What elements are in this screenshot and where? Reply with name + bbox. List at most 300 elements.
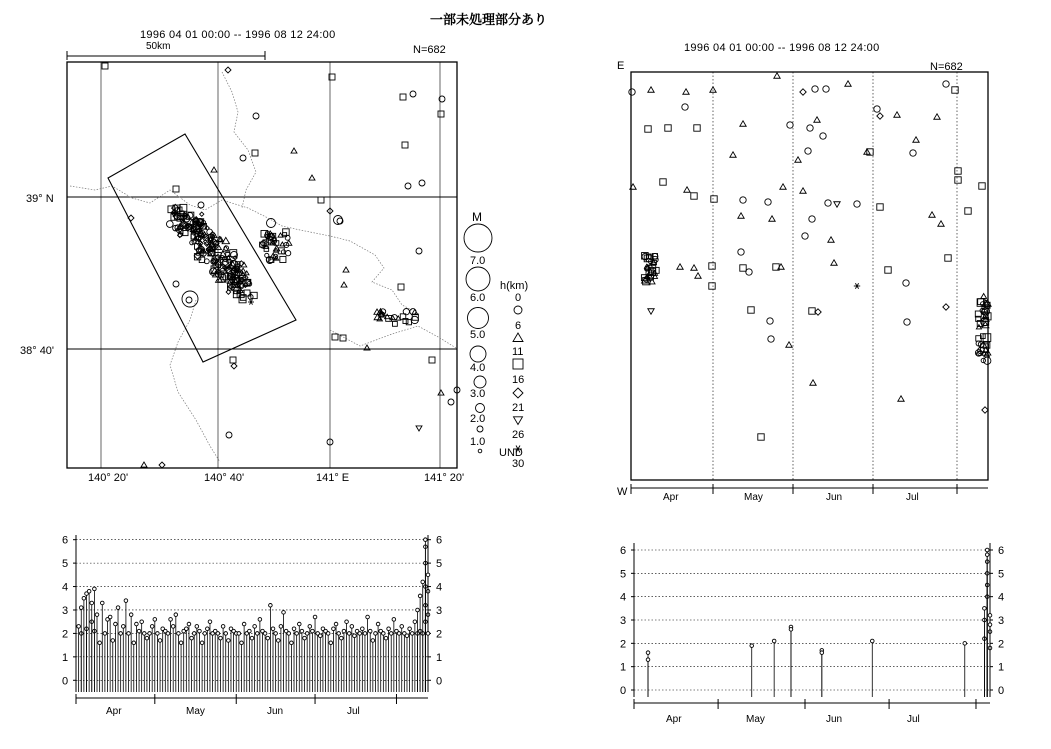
magnitude-point (266, 636, 270, 640)
mt-chart-2 (620, 543, 1004, 709)
magnitude-point (410, 632, 414, 636)
diamond-marker (815, 309, 821, 315)
y-tick-label-right: 2 (436, 628, 443, 641)
mt2-month-jul: Jul (907, 714, 920, 725)
square-marker (280, 256, 286, 262)
y-tick-label-left: 1 (62, 651, 69, 664)
circle-marker (253, 113, 259, 119)
magnitude-point (135, 622, 139, 626)
diamond-marker (200, 212, 204, 216)
magnitude-point (308, 625, 312, 629)
y-tick-label-right: 4 (998, 591, 1005, 604)
magnitude-point (413, 620, 417, 624)
magnitude-point (119, 632, 123, 636)
circle-marker (419, 180, 425, 186)
legend-depth-26: 26 (512, 429, 525, 441)
magnitude-point (326, 632, 330, 636)
magnitude-point (646, 651, 650, 655)
circle-marker (682, 104, 688, 110)
magnitude-point (426, 632, 430, 636)
magnitude-point (192, 632, 196, 636)
square-marker (691, 193, 697, 199)
magnitude-point (169, 618, 173, 622)
lon-label-14040: 140° 40' (204, 472, 245, 484)
magnitude-point (103, 632, 107, 636)
magnitude-point (237, 632, 241, 636)
magnitude-point (295, 632, 299, 636)
square-marker (965, 208, 971, 214)
section-count: N=682 (930, 61, 963, 73)
triangle-marker (894, 112, 900, 117)
y-tick-label-right: 2 (998, 638, 1005, 651)
processing-note: 一部未処理部分あり (430, 12, 548, 27)
magnitude-point (337, 632, 341, 636)
magnitude-point (100, 601, 104, 605)
mt1-month-jul: Jul (347, 706, 360, 717)
triangle-marker (211, 167, 217, 172)
y-tick-label-right: 3 (998, 615, 1005, 627)
lon-label-14020: 140° 20' (88, 472, 129, 484)
legend-magnitude-circle (466, 267, 490, 291)
triangle-marker (934, 114, 940, 119)
magnitude-point (127, 632, 131, 636)
magnitude-point (290, 641, 294, 645)
magnitude-point (405, 634, 409, 638)
legend-mag-title: M (472, 210, 482, 224)
magnitude-point (282, 611, 286, 615)
magnitude-point (366, 615, 370, 619)
magnitude-point (77, 625, 81, 629)
magnitude-point (242, 622, 246, 626)
circle-marker (629, 89, 635, 95)
legend-depth-und: UND (499, 447, 523, 459)
y-tick-label-left: 2 (620, 638, 627, 651)
magnitude-point (258, 618, 262, 622)
triangle-marker (786, 342, 792, 347)
magnitude-point (311, 629, 315, 633)
square-marker (168, 206, 175, 213)
square-marker (332, 334, 338, 340)
circle-marker (765, 199, 771, 205)
circle-marker (984, 357, 991, 364)
triangle-marker (438, 390, 444, 395)
magnitude-point (750, 644, 754, 648)
magnitude-point (132, 641, 136, 645)
square-marker (400, 94, 406, 100)
legend-depth-30: 30 (512, 458, 525, 470)
triangle-marker (513, 333, 523, 342)
magnitude-point (150, 625, 154, 629)
triangle-marker (938, 221, 944, 226)
magnitude-point (988, 614, 992, 618)
triangle-marker (738, 213, 744, 218)
magnitude-point (342, 629, 346, 633)
triangle-marker (695, 273, 701, 278)
magnitude-point (179, 641, 183, 645)
magnitude-point (93, 587, 97, 591)
magnitude-point (221, 625, 225, 629)
magnitude-point (292, 627, 296, 631)
magnitude-point (177, 632, 181, 636)
circle-marker (746, 269, 752, 275)
triangle-marker (898, 396, 904, 401)
magnitude-point (216, 632, 220, 636)
magnitude-point (426, 573, 430, 577)
magnitude-point (347, 632, 351, 636)
triangle-marker (648, 87, 654, 92)
circle-marker (943, 81, 949, 87)
mt-chart-1 (62, 535, 442, 704)
circle-marker (787, 122, 793, 128)
legend-magnitude-circle (474, 376, 486, 388)
triangle-marker (691, 265, 697, 270)
diamond-marker (877, 113, 883, 119)
section-east-label: E (617, 60, 625, 72)
square-marker (748, 307, 754, 313)
circle-marker (416, 248, 422, 254)
square-marker (740, 265, 746, 271)
triangle-marker (769, 216, 775, 221)
magnitude-point (224, 632, 228, 636)
triangle-marker (309, 175, 315, 180)
triangle-marker (929, 212, 935, 217)
magnitude-point (158, 639, 162, 643)
square-marker (665, 125, 671, 131)
lat-label-3840: 38° 40' (20, 345, 55, 357)
magnitude-point (345, 620, 349, 624)
circle-marker (738, 249, 744, 255)
section-west-label: W (617, 486, 628, 498)
asterisk-marker (514, 446, 522, 453)
magnitude-point (363, 632, 367, 636)
magnitude-point (329, 641, 333, 645)
y-tick-label-left: 5 (62, 558, 69, 571)
magnitude-point (255, 632, 259, 636)
section-month-jun: Jun (826, 492, 843, 503)
lon-label-14120: 141° 20' (424, 472, 465, 484)
circle-marker (809, 216, 815, 222)
diamond-marker (982, 407, 988, 413)
magnitude-point (79, 606, 83, 610)
magnitude-point (206, 627, 210, 631)
circle-marker (820, 133, 826, 139)
square-marker (877, 204, 883, 210)
magnitude-point (772, 639, 776, 643)
triangle-marker (800, 188, 806, 193)
magnitude-point (400, 625, 404, 629)
magnitude-point (263, 632, 267, 636)
section-month-apr: Apr (663, 492, 679, 503)
magnitude-point (416, 608, 420, 612)
magnitude-point (190, 636, 194, 640)
boundary-lines (70, 72, 456, 462)
map-count: N=682 (413, 44, 446, 56)
circle-marker (285, 251, 290, 256)
legend-mag-2: 2.0 (470, 413, 486, 425)
magnitude-point (392, 618, 396, 622)
magnitude-point (983, 607, 987, 611)
circle-marker (448, 399, 454, 405)
magnitude-point (198, 629, 202, 633)
legend-mag-1: 1.0 (470, 436, 486, 448)
square-marker (180, 204, 187, 211)
triangle-marker (780, 184, 786, 189)
magnitude-point (174, 613, 178, 617)
magnitude-point (166, 632, 170, 636)
square-marker (694, 125, 700, 131)
magnitude-point (87, 589, 91, 593)
map-frame (67, 62, 457, 468)
legend-depth-0: 0 (515, 292, 522, 304)
y-tick-label-right: 1 (436, 651, 443, 664)
legend-depth-title: h(km) (500, 280, 529, 292)
square-marker (955, 177, 961, 183)
circle-marker (405, 183, 411, 189)
mt1-month-apr: Apr (106, 706, 122, 717)
magnitude-point (116, 606, 120, 610)
magnitude-point (376, 622, 380, 626)
y-tick-label-right: 6 (436, 534, 443, 547)
magnitude-point (421, 580, 425, 584)
circle-marker (403, 309, 409, 315)
diamond-marker (943, 304, 949, 310)
circle-marker (410, 91, 416, 97)
y-tick-label-right: 5 (436, 558, 443, 571)
circle-marker (514, 306, 522, 314)
section-hypocenters (629, 73, 991, 440)
magnitude-point (250, 636, 254, 640)
magnitude-point (82, 596, 86, 600)
legend-mag-7: 7.0 (470, 255, 486, 267)
circle-marker (768, 336, 774, 342)
square-marker (438, 111, 444, 117)
magnitude-point (287, 632, 291, 636)
asterisk-marker (248, 299, 254, 304)
y-tick-label-left: 2 (62, 628, 69, 641)
circle-marker (874, 106, 880, 112)
triangle-marker (683, 89, 689, 94)
triangle-marker (291, 148, 297, 153)
triangle-marker (981, 294, 987, 299)
legend-depth-21: 21 (512, 402, 525, 414)
y-tick-label-left: 5 (620, 568, 627, 581)
legend-magnitude-circle (477, 426, 483, 432)
diamond-marker (225, 67, 231, 73)
magnitude-point (870, 639, 874, 643)
magnitude-point (382, 632, 386, 636)
magnitude-point (124, 599, 128, 603)
circle-marker (807, 125, 813, 131)
magnitude-point (90, 601, 94, 605)
magnitude-point (271, 627, 275, 631)
diamond-marker (800, 89, 806, 95)
magnitude-point (121, 625, 125, 629)
square-marker (252, 150, 258, 156)
square-marker (711, 196, 717, 202)
map-period: 1996 04 01 00:00 -- 1996 08 12 24:00 (140, 29, 336, 41)
section-month-may: May (744, 492, 763, 503)
mt1-month-jun: Jun (267, 706, 284, 717)
magnitude-point (137, 629, 141, 633)
square-marker (402, 142, 408, 148)
section-period: 1996 04 01 00:00 -- 1996 08 12 24:00 (684, 42, 880, 54)
square-marker (251, 292, 257, 298)
square-marker (709, 263, 715, 269)
mt2-month-apr: Apr (666, 714, 682, 725)
magnitude-point (111, 639, 115, 643)
y-tick-label-right: 4 (436, 581, 443, 594)
y-tick-label-left: 1 (620, 661, 627, 674)
circle-marker (802, 233, 808, 239)
y-tick-label-left: 4 (62, 581, 69, 594)
legend-magnitude-circle (476, 404, 485, 413)
square-marker (429, 357, 435, 363)
y-tick-label-left: 3 (620, 615, 627, 627)
magnitude-point (387, 627, 391, 631)
magnitude-point (279, 625, 283, 629)
inverted-triangle-marker (834, 202, 840, 207)
triangle-marker (677, 264, 683, 269)
square-marker (955, 168, 961, 174)
triangle-marker (828, 237, 834, 242)
triangle-marker (740, 121, 746, 126)
legend-depth-6: 6 (515, 320, 522, 332)
magnitude-point (374, 632, 378, 636)
magnitude-point (424, 538, 428, 542)
magnitude-point (358, 632, 362, 636)
magnitude-point (142, 632, 146, 636)
magnitude-point (300, 629, 304, 633)
circle-marker (904, 319, 910, 325)
y-tick-label-left: 6 (62, 534, 69, 547)
y-tick-label-left: 0 (62, 675, 69, 688)
magnitude-point (389, 632, 393, 636)
circle-marker (805, 148, 811, 154)
square-marker (173, 186, 179, 192)
magnitude-point (318, 634, 322, 638)
magnitude-point (334, 622, 338, 626)
magnitude-point (203, 632, 207, 636)
y-tick-label-right: 0 (998, 685, 1005, 697)
magnitude-point (269, 603, 273, 607)
square-marker (885, 267, 891, 273)
magnitude-point (140, 620, 144, 624)
circle-marker (166, 221, 173, 228)
magnitude-point (114, 622, 118, 626)
magnitude-point (350, 625, 354, 629)
magnitude-point (418, 594, 422, 598)
triangle-marker (141, 462, 147, 467)
section-month-jul: Jul (906, 492, 919, 503)
magnitude-point (276, 639, 280, 643)
magnitude-point (156, 632, 160, 636)
legend-magnitude-circle (464, 224, 492, 252)
magnitude-point (646, 658, 650, 662)
section-frame (631, 72, 988, 494)
magnitude-point (274, 632, 278, 636)
circle-marker (226, 432, 232, 438)
map-hypocenters (102, 63, 460, 468)
legend-magnitude-circle (478, 449, 482, 453)
triangle-marker (684, 187, 690, 192)
magnitude-point (368, 629, 372, 633)
magnitude-point (187, 622, 191, 626)
triangle-marker (810, 380, 816, 385)
legend-mag-4: 4.0 (470, 362, 486, 374)
square-marker (660, 179, 666, 185)
lat-label-39: 39° N (26, 193, 54, 205)
legend-depth-16: 16 (512, 374, 525, 386)
magnitude-point (253, 625, 257, 629)
circle-marker (823, 86, 829, 92)
magnitude-point (985, 553, 989, 557)
circle-marker (767, 318, 773, 324)
circle-marker (903, 280, 909, 286)
triangle-marker (831, 260, 837, 265)
legend-mag-6: 6.0 (470, 292, 486, 304)
magnitude-point (95, 613, 99, 617)
square-marker (979, 183, 985, 189)
square-marker (230, 357, 236, 363)
magnitude-point (297, 622, 301, 626)
legend-magnitude-circle (468, 308, 489, 329)
square-marker (398, 284, 404, 290)
square-marker (983, 334, 991, 342)
circle-marker (740, 197, 746, 203)
magnitude-point (408, 627, 412, 631)
circle-marker (198, 202, 204, 208)
y-tick-label-left: 3 (62, 604, 69, 617)
magnitude-point (219, 636, 223, 640)
legend-magnitude-circle (470, 346, 486, 362)
square-marker (392, 321, 397, 326)
magnitude-point (789, 628, 793, 632)
magnitude-point (153, 618, 157, 622)
legend-symbols (464, 224, 523, 453)
magnitude-point (371, 639, 375, 643)
magnitude-point (248, 629, 252, 633)
triangle-marker (845, 81, 851, 86)
magnitude-point (305, 632, 309, 636)
magnitude-point (227, 639, 231, 643)
triangle-marker (774, 73, 780, 78)
mt2-month-jun: Jun (826, 714, 843, 725)
square-marker (809, 308, 815, 314)
magnitude-point (963, 642, 967, 646)
circle-marker (186, 297, 192, 303)
triangle-marker (343, 267, 349, 272)
triangle-marker (280, 242, 285, 246)
triangle-marker (795, 157, 801, 162)
inverted-triangle-marker (648, 309, 654, 314)
diamond-marker (159, 462, 165, 468)
circle-marker (182, 291, 198, 307)
magnitude-point (98, 641, 102, 645)
square-marker (318, 197, 324, 203)
circle-marker (240, 155, 246, 161)
circle-marker (265, 253, 269, 257)
mt1-month-may: May (186, 706, 205, 717)
scale-bar (67, 51, 265, 60)
mt2-month-may: May (746, 714, 765, 725)
y-tick-label-left: 4 (620, 591, 627, 604)
magnitude-point (195, 625, 199, 629)
triangle-marker (814, 117, 820, 122)
scale-label: 50km (146, 41, 171, 52)
circle-marker (285, 235, 290, 240)
magnitude-point (397, 632, 401, 636)
circle-marker (910, 150, 916, 156)
